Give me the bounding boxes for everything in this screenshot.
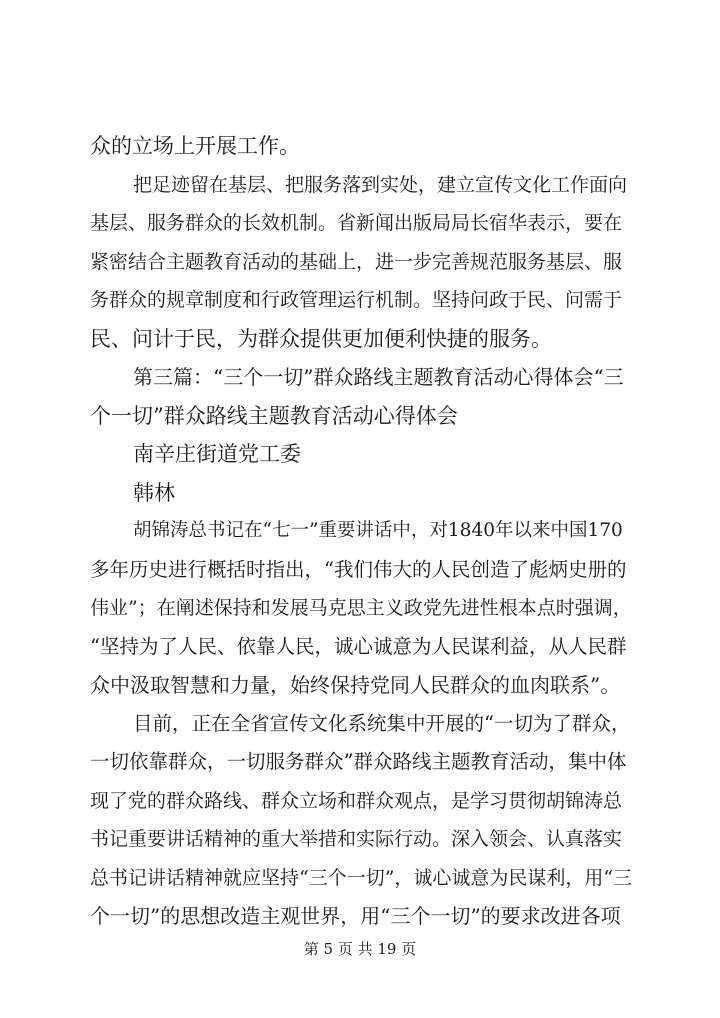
text-line: 众的立场上开展工作。: [90, 134, 300, 158]
text-line: 目前，正在全省宣传文化系统集中开展的“一切为了群众，: [133, 712, 631, 735]
text-line: “坚持为了人民、依靠人民，诚心诚意为人民谋利益，从人民群: [90, 635, 627, 658]
text-line: 第三篇：“三个一切”群众路线主题教育活动心得体会“三: [133, 365, 624, 389]
text-line: 现了党的群众路线、群众立场和群众观点，是学习贯彻胡锦涛总: [90, 790, 623, 812]
text-line: 把足迹留在基层、把服务落到实处，建立宣传文化工作面向: [133, 174, 628, 196]
text-line: 书记重要讲话精神的重大举措和实际行动。深入领会、认真落实: [90, 828, 623, 850]
text-line: 基层、服务群众的长效机制。省新闻出版局局长宿华表示，要在: [90, 212, 623, 234]
text-line: 韩林: [133, 481, 175, 505]
text-line: 南辛庄街道党工委: [133, 442, 301, 466]
text-line: 众中汲取智慧和力量，始终保持党同人民群众的血肉联系”。: [90, 673, 621, 697]
text-line: 紧密结合主题教育活动的基础上，进一步完善规范服务基层、服: [90, 251, 623, 273]
text-line: 务群众的规章制度和行政管理运行机制。坚持问政于民、问需于: [90, 289, 623, 311]
text-line: 个一切”群众路线主题教育活动心得体会: [90, 404, 458, 428]
text-line: 一切依靠群众，一切服务群众”群众路线主题教育活动，集中体: [90, 750, 627, 773]
text-line: 个一切”的思想改造主观世界，用“三个一切”的要求改进各项: [90, 904, 621, 928]
text-line: 总书记讲话精神就应坚持“三个一切”，诚心诚意为民谋利，用“三: [90, 867, 633, 889]
text-line: 胡锦涛总书记在“七一”重要讲话中，对1840年以来中国170: [133, 520, 623, 541]
text-line: 多年历史进行概括时指出，“我们伟大的人民创造了彪炳史册的: [90, 558, 627, 581]
text-line: 伟业”；在阐述保持和发展马克思主义政党先进性根本点时强调，: [90, 597, 632, 619]
text-line: 民、问计于民，为群众提供更加便利快捷的服务。: [90, 327, 552, 351]
page-number: 第 5 页 共 19 页: [303, 940, 417, 958]
